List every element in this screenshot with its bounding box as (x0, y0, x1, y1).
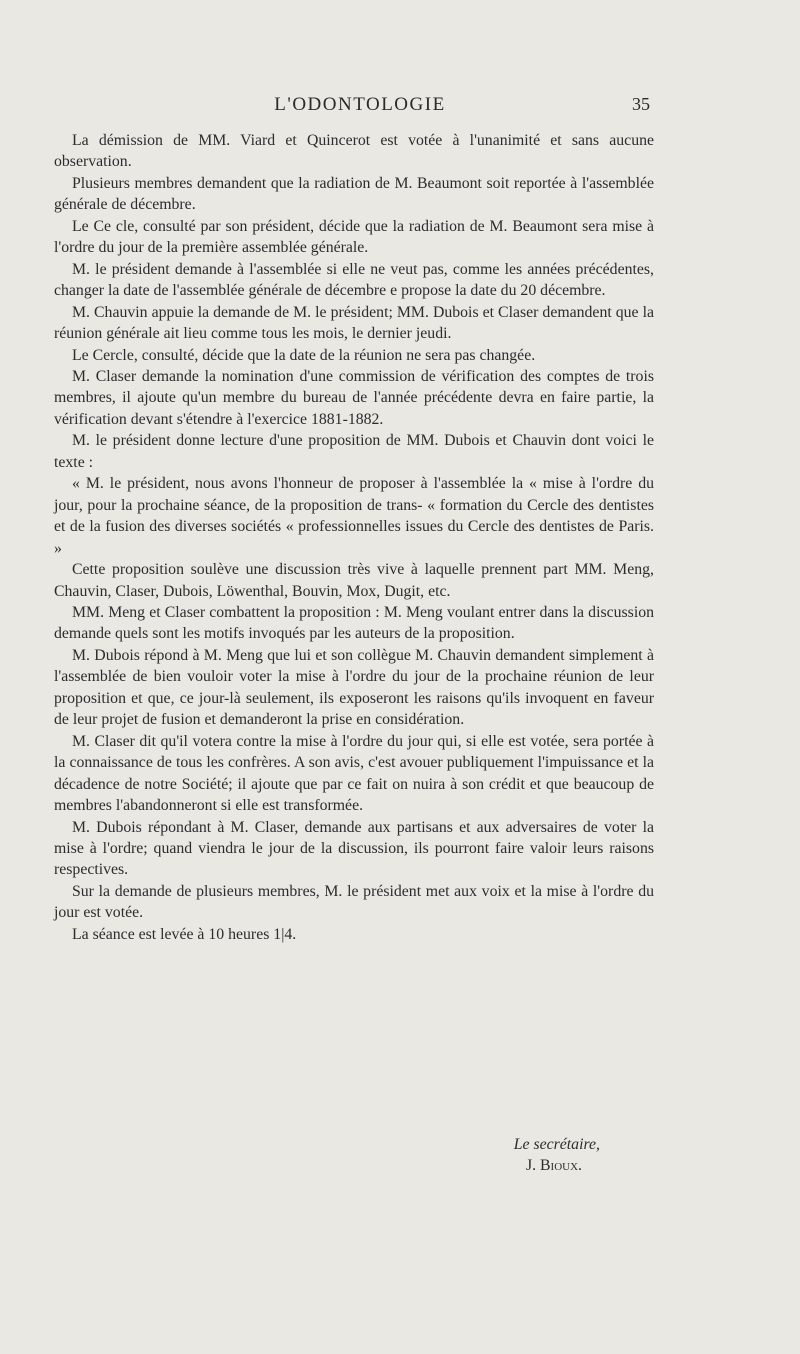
paragraph: M. Claser dit qu'il votera contre la mise à l'ordre du jour qui, si elle est votée, sera portée à la connaissance de tous les confrères. A son avis, c'est avouer publiquement l'impuissance et la décadence de notre Société; il ajoute que par ce fait on nuira à son crédit et que beaucoup de membres l'abandonneront si elle est transformée. (54, 732, 654, 815)
paragraph: M. Dubois répondant à M. Claser, demande aux partisans et aux adversaires de voter la mise à l'ordre; quand viendra le jour de la discussion, ils pourront faire valoir leurs raisons respectives. (54, 818, 654, 879)
paragraph: M. le président donne lecture d'une proposition de MM. Dubois et Chauvin dont voici le texte : (54, 432, 654, 471)
paragraph: M. Claser demande la nomination d'une commission de vérification des comptes de trois membres, il ajoute qu'un membre du bureau de l'année précédente devra en faire partie, la vérification devant s'étendre à l'exercice 1881-1882. (54, 367, 654, 428)
paragraph: Cette proposition soulève une discussion très vive à laquelle prennent part MM. Meng, Chauvin, Claser, Dubois, Löwenthal, Bouvin, Mox, Dugit, etc. (54, 561, 654, 600)
body-text (54, 130, 654, 945)
paragraph: Le Cercle, consulté, décide que la date de la réunion ne sera pas changée. (72, 346, 536, 364)
paragraph: M. le président demande à l'assemblée si elle ne veut pas, comme les années précédentes, changer la date de l'assemblée générale de décembre e propose la date du 20 décembre. (54, 260, 654, 300)
quoted-proposition: « M. le président, nous avons l'honneur de proposer à l'assemblée la « mise à l'ordre du jour, pour la prochaine séance, de la proposition de trans- « formation du Cercle des dentistes et de la fusion des diverses sociétés « professionnelles issues du Cercle des dentistes de Paris. » (54, 475, 654, 557)
paragraph: Le Ce cle, consulté par son président, décide que la radiation de M. Beaumont sera mise à l'ordre du jour de la première assemblée générale. (54, 217, 654, 257)
signature-title: Le secrétaire, (513, 1136, 600, 1153)
signature-name: J. Bioux. (525, 1157, 582, 1174)
paragraph: Sur la demande de plusieurs membres, M. le président met aux voix et la mise à l'ordre du jour est votée. (54, 882, 654, 922)
page-number: 35 (632, 94, 650, 114)
signature-block (440, 1134, 600, 1176)
paragraph: Plusieurs membres demandent que la radiation de M. Beaumont soit reportée à l'assemblée générale de décembre. (54, 174, 654, 214)
paragraph: MM. Meng et Claser combattent la proposition : M. Meng voulant entrer dans la discussion demande quels sont les motifs invoqués par les auteurs de la proposition. (54, 603, 654, 643)
page-header (0, 94, 800, 120)
paragraph: M. Dubois répond à M. Meng que lui et son collègue M. Chauvin demandent simplement à l'assemblée de bien vouloir voter la mise à l'ordre du jour de la prochaine réunion de leur proposition et que, ce jour-là seulement, ils exposeront les raisons qu'ils invoquent en faveur de leur projet de fusion et demanderont la prise en considération. (54, 646, 654, 729)
paragraph: La démission de MM. Viard et Quincerot est votée à l'unanimité et sans aucune observation. (54, 132, 654, 171)
running-head: L'ODONTOLOGIE (274, 94, 446, 115)
paragraph: La séance est levée à 10 heures 1|4. (72, 925, 297, 943)
paragraph: M. Chauvin appuie la demande de M. le président; MM. Dubois et Claser demandent que la réunion générale ait lieu comme tous les mois, le dernier jeudi. (54, 303, 654, 343)
